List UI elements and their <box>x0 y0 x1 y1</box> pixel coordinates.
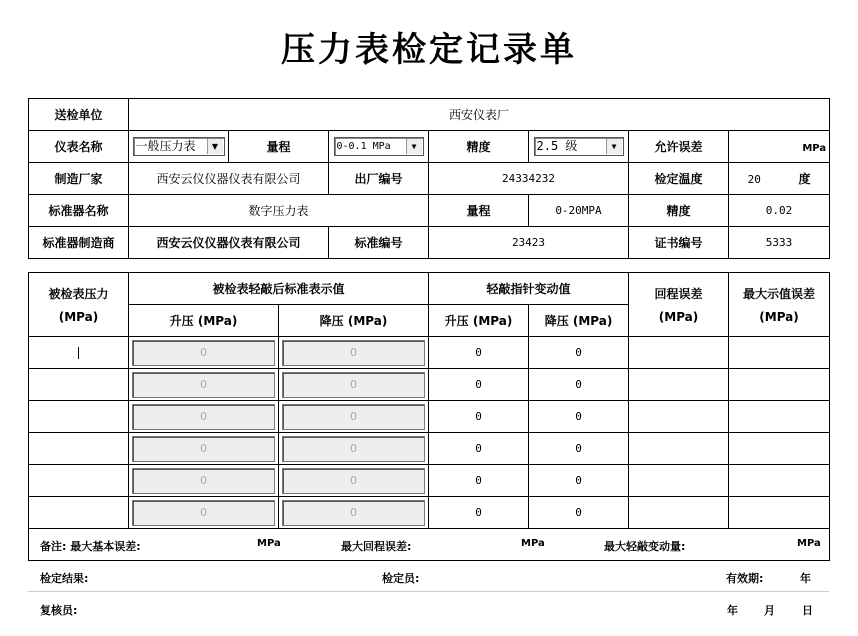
reviewer-label: 复核员: <box>40 604 78 617</box>
up-reading-input[interactable]: 0 <box>132 436 275 462</box>
temp-cell[interactable] <box>729 163 830 195</box>
max-error-cell[interactable] <box>729 433 830 465</box>
col-return-unit: (MPa) <box>658 310 699 324</box>
up-reading-cell <box>129 369 279 401</box>
std-no-field[interactable]: 23423 <box>429 227 629 259</box>
note-return-label: 最大回程误差: <box>341 540 412 553</box>
std-precision-label: 精度 <box>629 195 729 227</box>
col-pressure-header <box>29 273 129 337</box>
up-reading-input[interactable]: 0 <box>132 372 275 398</box>
send-unit-field[interactable]: 西安仪表厂 <box>129 99 830 131</box>
return-error-cell[interactable] <box>629 401 729 433</box>
tap-down-value[interactable]: 0 <box>529 465 629 497</box>
down-reading-input[interactable]: 0 <box>282 404 425 430</box>
tap-down-value[interactable]: 0 <box>529 497 629 529</box>
sub-tap-up-header: 升压 (MPa) <box>429 305 529 337</box>
range-cell <box>329 131 429 163</box>
down-reading-cell <box>279 433 429 465</box>
send-unit-label: 送检单位 <box>29 99 129 131</box>
std-no-label: 标准编号 <box>329 227 429 259</box>
note-tap-label: 最大轻敲变动量: <box>604 540 686 553</box>
tap-up-value[interactable]: 0 <box>429 497 529 529</box>
pressure-input[interactable] <box>29 337 129 369</box>
allow-error-field[interactable] <box>729 131 830 163</box>
tap-down-value[interactable]: 0 <box>529 369 629 401</box>
chevron-down-icon[interactable]: ▼ <box>606 139 622 154</box>
range-label: 量程 <box>229 131 329 163</box>
allow-error-label: 允许误差 <box>629 131 729 163</box>
col-return-title: 回程误差 <box>654 287 703 301</box>
valid-label: 有效期: <box>726 572 764 585</box>
table-row <box>29 337 830 369</box>
up-reading-cell <box>129 433 279 465</box>
down-reading-cell <box>279 401 429 433</box>
return-error-cell[interactable] <box>629 465 729 497</box>
tap-up-value[interactable]: 0 <box>429 433 529 465</box>
col-pressure-title: 被检表压力 <box>48 287 109 301</box>
inspector-label: 检定员: <box>382 572 420 585</box>
tap-down-value[interactable]: 0 <box>529 337 629 369</box>
return-error-cell[interactable] <box>629 497 729 529</box>
up-reading-cell <box>129 401 279 433</box>
sub-tap-down-header: 降压 (MPa) <box>529 305 629 337</box>
max-error-cell[interactable] <box>729 337 830 369</box>
max-error-cell[interactable] <box>729 465 830 497</box>
pressure-input[interactable] <box>29 497 129 529</box>
std-range-label: 量程 <box>429 195 529 227</box>
col-std-reading-header: 被检表轻敲后标准表示值 <box>129 273 429 305</box>
note-row <box>29 529 830 561</box>
col-tap-change-header: 轻敲指针变动值 <box>429 273 629 305</box>
down-reading-input[interactable]: 0 <box>282 372 425 398</box>
tap-down-value[interactable]: 0 <box>529 433 629 465</box>
date-month: 月 <box>764 604 775 617</box>
temp-value: 20 <box>747 173 761 186</box>
serial-field[interactable]: 24334232 <box>429 163 629 195</box>
date-day: 日 <box>802 604 813 617</box>
down-reading-cell <box>279 337 429 369</box>
std-name-label: 标准器名称 <box>29 195 129 227</box>
tap-down-value[interactable]: 0 <box>529 401 629 433</box>
up-reading-input[interactable]: 0 <box>132 404 275 430</box>
meter-name-cell <box>129 131 229 163</box>
std-precision-field[interactable]: 0.02 <box>729 195 830 227</box>
note-label: 备注: 最大基本误差: <box>40 540 141 553</box>
cert-field[interactable]: 5333 <box>729 227 830 259</box>
maker-label: 制造厂家 <box>29 163 129 195</box>
maker-field[interactable]: 西安云仪仪器仪表有限公司 <box>129 163 329 195</box>
meter-name-select[interactable] <box>133 137 225 156</box>
date-year: 年 <box>727 604 738 617</box>
down-reading-cell <box>279 369 429 401</box>
pressure-input[interactable] <box>29 369 129 401</box>
down-reading-cell <box>279 497 429 529</box>
measurement-table <box>28 272 830 561</box>
meter-name-value: 一般压力表 <box>135 139 196 153</box>
sub-up-header: 升压 (MPa) <box>129 305 279 337</box>
col-max-error-header <box>729 273 830 337</box>
down-reading-input[interactable]: 0 <box>282 500 425 526</box>
pressure-input[interactable] <box>29 433 129 465</box>
sub-down-header: 降压 (MPa) <box>279 305 429 337</box>
down-reading-input[interactable]: 0 <box>282 468 425 494</box>
range-value: 0-0.1 MPa <box>336 141 391 152</box>
chevron-down-icon[interactable]: ▼ <box>207 139 223 154</box>
up-reading-input[interactable]: 0 <box>132 468 275 494</box>
up-reading-cell <box>129 337 279 369</box>
allow-error-unit: MPa <box>802 142 827 154</box>
info-table <box>28 98 830 259</box>
note-unit-1: MPa <box>257 538 281 549</box>
table-row <box>29 369 830 401</box>
std-maker-field[interactable]: 西安云仪仪器仪表有限公司 <box>129 227 329 259</box>
precision-select[interactable] <box>534 137 624 156</box>
return-error-cell[interactable] <box>629 433 729 465</box>
down-reading-cell <box>279 465 429 497</box>
valid-year: 年 <box>800 572 811 585</box>
note-unit-2: MPa <box>521 538 545 549</box>
range-select[interactable] <box>334 137 424 156</box>
max-error-cell[interactable] <box>729 497 830 529</box>
col-pressure-unit: (MPa) <box>58 310 99 324</box>
up-reading-input[interactable]: 0 <box>132 500 275 526</box>
tap-up-value[interactable]: 0 <box>429 337 529 369</box>
tap-up-value[interactable]: 0 <box>429 369 529 401</box>
text-cursor <box>78 347 79 359</box>
serial-label: 出厂编号 <box>329 163 429 195</box>
down-reading-input[interactable]: 0 <box>282 340 425 366</box>
std-range-field[interactable]: 0-20MPA <box>529 195 629 227</box>
up-reading-input[interactable]: 0 <box>132 340 275 366</box>
col-max-title: 最大示值误差 <box>743 287 816 301</box>
col-max-unit: (MPa) <box>759 310 799 324</box>
chevron-down-icon[interactable]: ▼ <box>406 139 422 154</box>
max-error-cell[interactable] <box>729 369 830 401</box>
tap-up-value[interactable]: 0 <box>429 465 529 497</box>
precision-label: 精度 <box>429 131 529 163</box>
result-label: 检定结果: <box>40 572 89 585</box>
note-unit-3: MPa <box>797 538 821 549</box>
std-name-field[interactable]: 数字压力表 <box>129 195 429 227</box>
precision-value: 2.5 级 <box>536 139 578 153</box>
col-return-error-header <box>629 273 729 337</box>
pressure-input[interactable] <box>29 465 129 497</box>
return-error-cell[interactable] <box>629 337 729 369</box>
tap-up-value[interactable]: 0 <box>429 401 529 433</box>
up-reading-cell <box>129 497 279 529</box>
page-title: 压力表检定记录单 <box>281 30 577 70</box>
temp-label: 检定温度 <box>629 163 729 195</box>
temp-unit: 度 <box>798 172 811 186</box>
pressure-input[interactable] <box>29 401 129 433</box>
down-reading-input[interactable]: 0 <box>282 436 425 462</box>
meter-name-label: 仪表名称 <box>29 131 129 163</box>
table-row <box>29 497 830 529</box>
table-row <box>29 465 830 497</box>
table-row <box>29 401 830 433</box>
return-error-cell[interactable] <box>629 369 729 401</box>
divider <box>28 591 829 592</box>
table-row <box>29 433 830 465</box>
up-reading-cell <box>129 465 279 497</box>
precision-cell <box>529 131 629 163</box>
std-maker-label: 标准器制造商 <box>29 227 129 259</box>
cert-label: 证书编号 <box>629 227 729 259</box>
max-error-cell[interactable] <box>729 401 830 433</box>
